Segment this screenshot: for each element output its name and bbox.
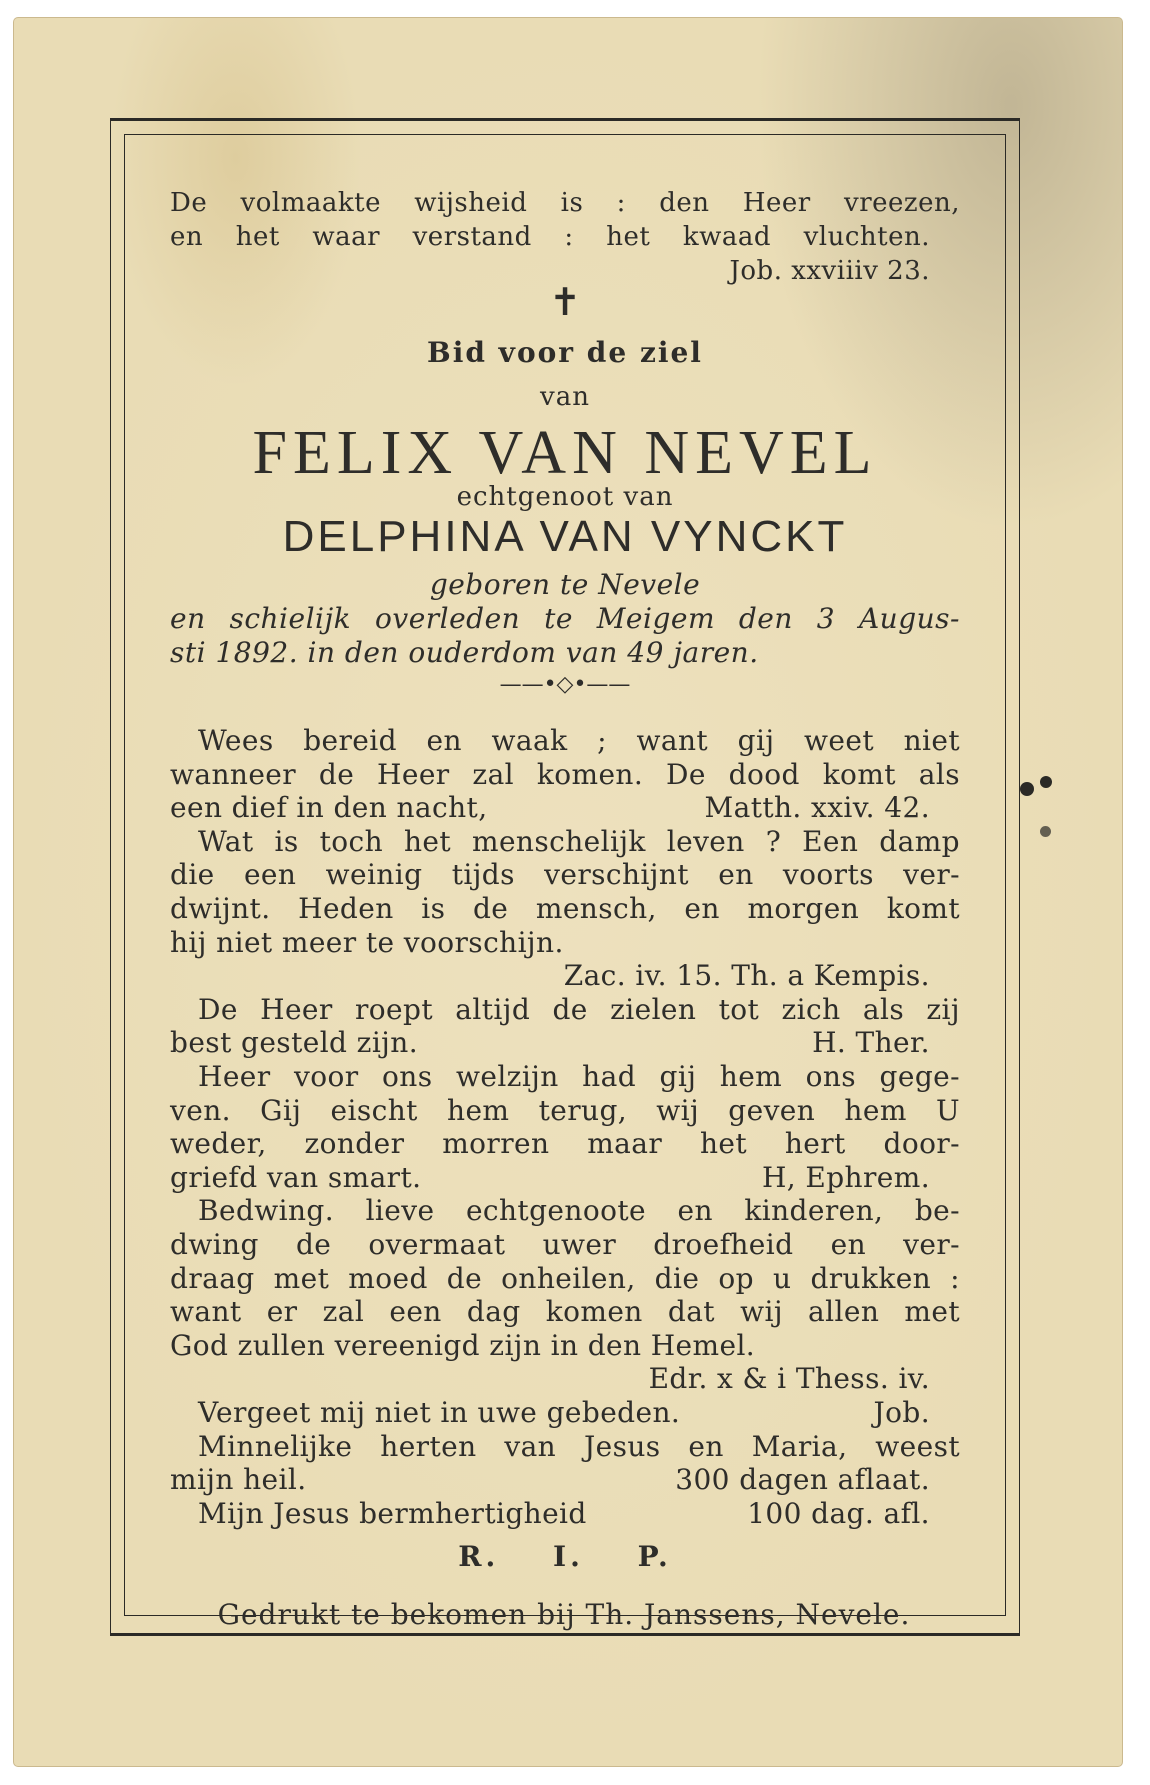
paragraph-line — [170, 791, 930, 824]
paragraph-line: dwing de overmaat uwer droefheid en ver- — [170, 1228, 960, 1261]
paragraph-line — [170, 1026, 930, 1059]
paragraph-line: die een weinig tijds verschijnt en voorts ver- — [170, 858, 960, 892]
paragraph-line — [170, 1329, 930, 1362]
scripture-reference: H. Ther. — [812, 1026, 930, 1060]
scripture-reference: Zac. iv. 15. Th. a Kempis. — [563, 959, 930, 993]
paragraph-text: hij niet meer te voorschijn. — [170, 925, 564, 959]
header-verse-line: De volmaakte wijsheid is : den Heer vreezen, — [170, 188, 960, 218]
paragraph-line: wanneer de Heer zal komen. De dood komt als — [170, 757, 960, 791]
paragraph-line — [170, 1161, 930, 1194]
paragraph-line — [170, 926, 930, 959]
paragraph-text: een dief in den nacht, — [170, 791, 488, 825]
paragraph-line — [170, 1463, 930, 1496]
paragraph-text: Vergeet mij niet in uwe gebeden. — [198, 1396, 681, 1429]
header-verse-line: en het waar verstand : het kwaad vluchten. — [170, 222, 930, 252]
paragraph-text: mijn heil. — [170, 1463, 307, 1497]
stain-dot — [1040, 826, 1051, 837]
birth-line: geboren te Nevele — [429, 568, 701, 601]
stain-dot — [1040, 776, 1052, 788]
header-verse-reference: Job. xxviiiv 23. — [729, 256, 930, 286]
paragraph-line: ven. Gij eischt hem terug, wij geven hem U — [170, 1093, 960, 1127]
scripture-reference: 100 dag. afl. — [747, 1496, 930, 1530]
spouse-name: DELPHINA VAN VYNCKT — [282, 512, 848, 561]
paragraph-line — [170, 1396, 930, 1429]
scripture-reference: Matth. xxiv. 42. — [704, 791, 930, 825]
birth-line: sti 1892. in den ouderdom van 49 jaren. — [170, 636, 759, 669]
paragraph-text: Mijn Jesus bermhertigheid — [198, 1496, 587, 1530]
rip-inscription: R. I. P. — [458, 1540, 672, 1573]
birth-line: en schielijk overleden te Meigem den 3 Augus- — [170, 602, 960, 635]
paragraph-text: best gesteld zijn. — [170, 1026, 419, 1060]
paragraph-line: draag met moed de onheilen, die op u drukken : — [170, 1261, 960, 1295]
van-label: van — [540, 382, 590, 412]
paragraph-line: De Heer roept altijd de zielen tot zich als zij — [198, 992, 960, 1026]
paragraph-text: griefd van smart. — [170, 1160, 422, 1194]
cross-icon: ✝ — [549, 280, 581, 324]
scripture-reference: Job. — [873, 1396, 930, 1429]
printer-footer: Gedrukt te bekomen bij Th. Janssens, Nevele. — [217, 1598, 911, 1631]
scripture-reference: 300 dagen aflaat. — [675, 1463, 930, 1497]
paragraph-line: weder, zonder morren maar het hert door- — [170, 1127, 960, 1161]
paragraph-line: Bedwing. lieve echtgenoote en kinderen, be- — [198, 1194, 960, 1228]
scripture-reference: Edr. x & i Thess. iv. — [648, 1362, 930, 1396]
spouse-intro: echtgenoot van — [456, 482, 674, 512]
deceased-name: FELIX VAN NEVEL — [252, 419, 878, 487]
paragraph-line: want er zal een dag komen dat wij allen met — [170, 1295, 960, 1329]
scripture-reference: H, Ephrem. — [761, 1160, 930, 1194]
stain-dot — [1020, 782, 1034, 796]
paragraph-line: Heer voor ons welzijn had gij hem ons gege- — [198, 1060, 960, 1093]
ornament-divider: ——•◇•—— — [499, 672, 631, 697]
paragraph-text: God zullen vereenigd zijn in den Hemel. — [170, 1328, 756, 1362]
paragraph-line: Minnelijke herten van Jesus en Maria, weest — [198, 1429, 960, 1463]
paragraph-line: Wees bereid en waak ; want gij weet niet — [198, 724, 960, 757]
paragraph-line: Wat is toch het menschelijk leven ? Een damp — [198, 824, 960, 858]
paragraph-line — [170, 1497, 930, 1530]
prayer-title: Bid voor de ziel — [427, 336, 703, 369]
paragraph-line: dwijnt. Heden is de mensch, en morgen komt — [170, 892, 960, 925]
